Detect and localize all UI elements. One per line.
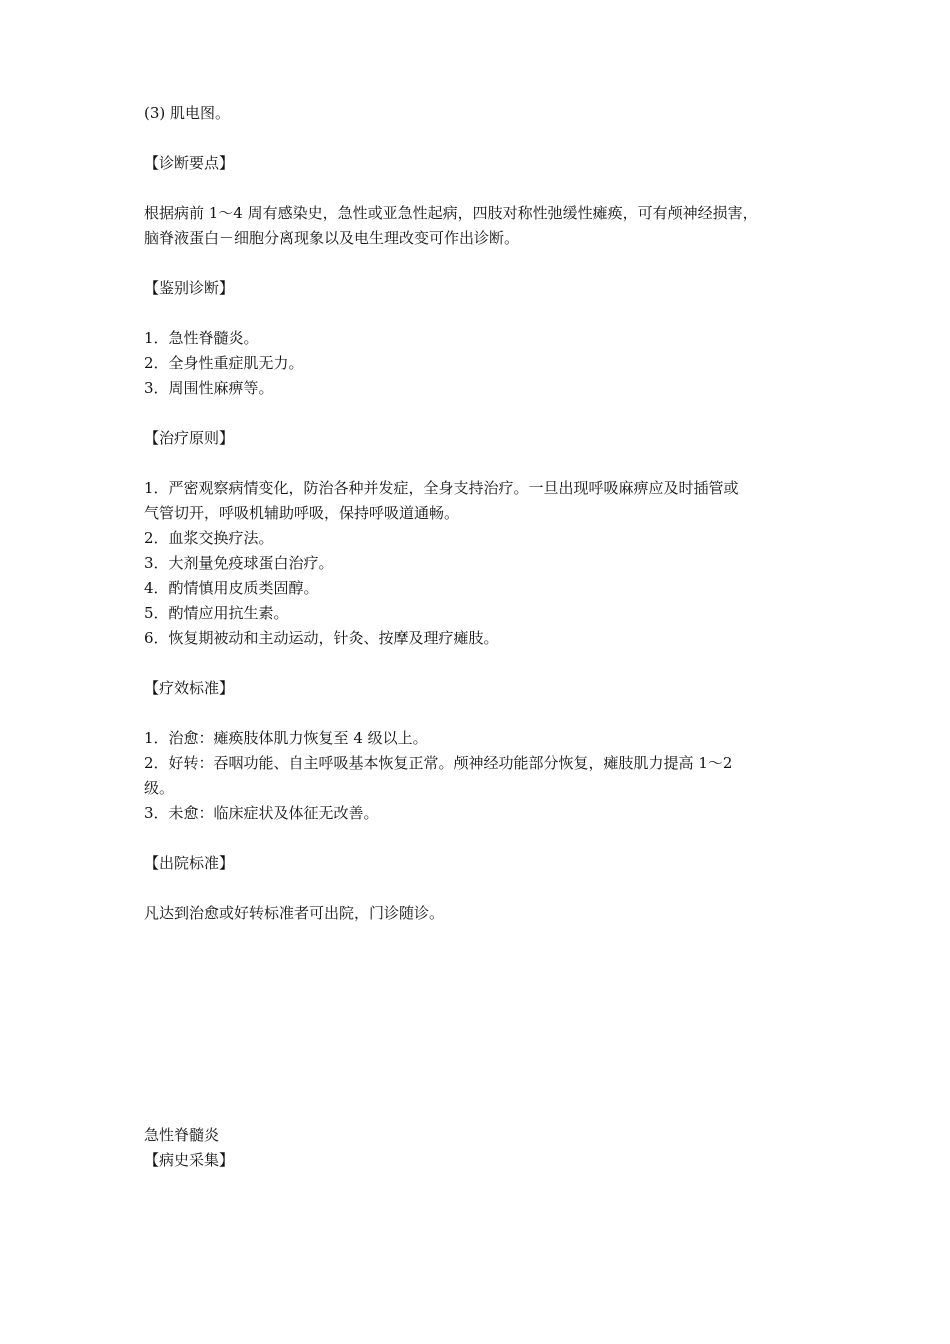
efficacy-heading: 【疗效标准】 (144, 679, 235, 697)
efficacy-item-1: 1．治愈：瘫痪肢体肌力恢复至 4 级以上。 (144, 729, 428, 747)
discharge-heading: 【出院标准】 (144, 854, 235, 872)
intro-item-emg: (3) 肌电图。 (144, 104, 231, 122)
differential-item: 3．周围性麻痹等。 (144, 379, 274, 397)
diagnosis-text-line-1: 根据病前 1～4 周有感染史，急性或亚急性起病，四肢对称性弛缓性瘫痪，可有颅神经损害， (144, 204, 758, 222)
treatment-item: 6．恢复期被动和主动运动，针灸、按摩及理疗瘫肢。 (144, 629, 499, 647)
efficacy-item-2-line-1: 2．好转：吞咽功能、自主呼吸基本恢复正常。颅神经功能部分恢复，瘫肢肌力提高 1～2 (144, 754, 733, 772)
treatment-item-1-line-1: 1．严密观察病情变化，防治各种并发症，全身支持治疗。一旦出现呼吸麻痹应及时插管或 (144, 479, 739, 497)
differential-item: 2．全身性重症肌无力。 (144, 354, 304, 372)
treatment-heading: 【治疗原则】 (144, 429, 235, 447)
next-section-heading: 【病史采集】 (144, 1151, 235, 1169)
efficacy-item-3: 3．未愈：临床症状及体征无改善。 (144, 804, 379, 822)
efficacy-item-2-line-2: 级。 (144, 779, 175, 797)
discharge-text: 凡达到治愈或好转标准者可出院，门诊随诊。 (144, 904, 445, 922)
diagnosis-heading: 【诊断要点】 (144, 154, 235, 172)
treatment-item: 2．血浆交换疗法。 (144, 529, 274, 547)
diagnosis-text-line-2: 脑脊液蛋白－细胞分离现象以及电生理改变可作出诊断。 (144, 229, 520, 247)
treatment-item: 4．酌情慎用皮质类固醇。 (144, 579, 319, 597)
differential-item: 1．急性脊髓炎。 (144, 329, 259, 347)
treatment-item: 5．酌情应用抗生素。 (144, 604, 289, 622)
differential-heading: 【鉴别诊断】 (144, 279, 235, 297)
treatment-item: 3．大剂量免疫球蛋白治疗。 (144, 554, 334, 572)
treatment-item-1-line-2: 气管切开，呼吸机辅助呼吸，保持呼吸道通畅。 (144, 504, 460, 522)
next-section-title: 急性脊髓炎 (144, 1126, 220, 1144)
